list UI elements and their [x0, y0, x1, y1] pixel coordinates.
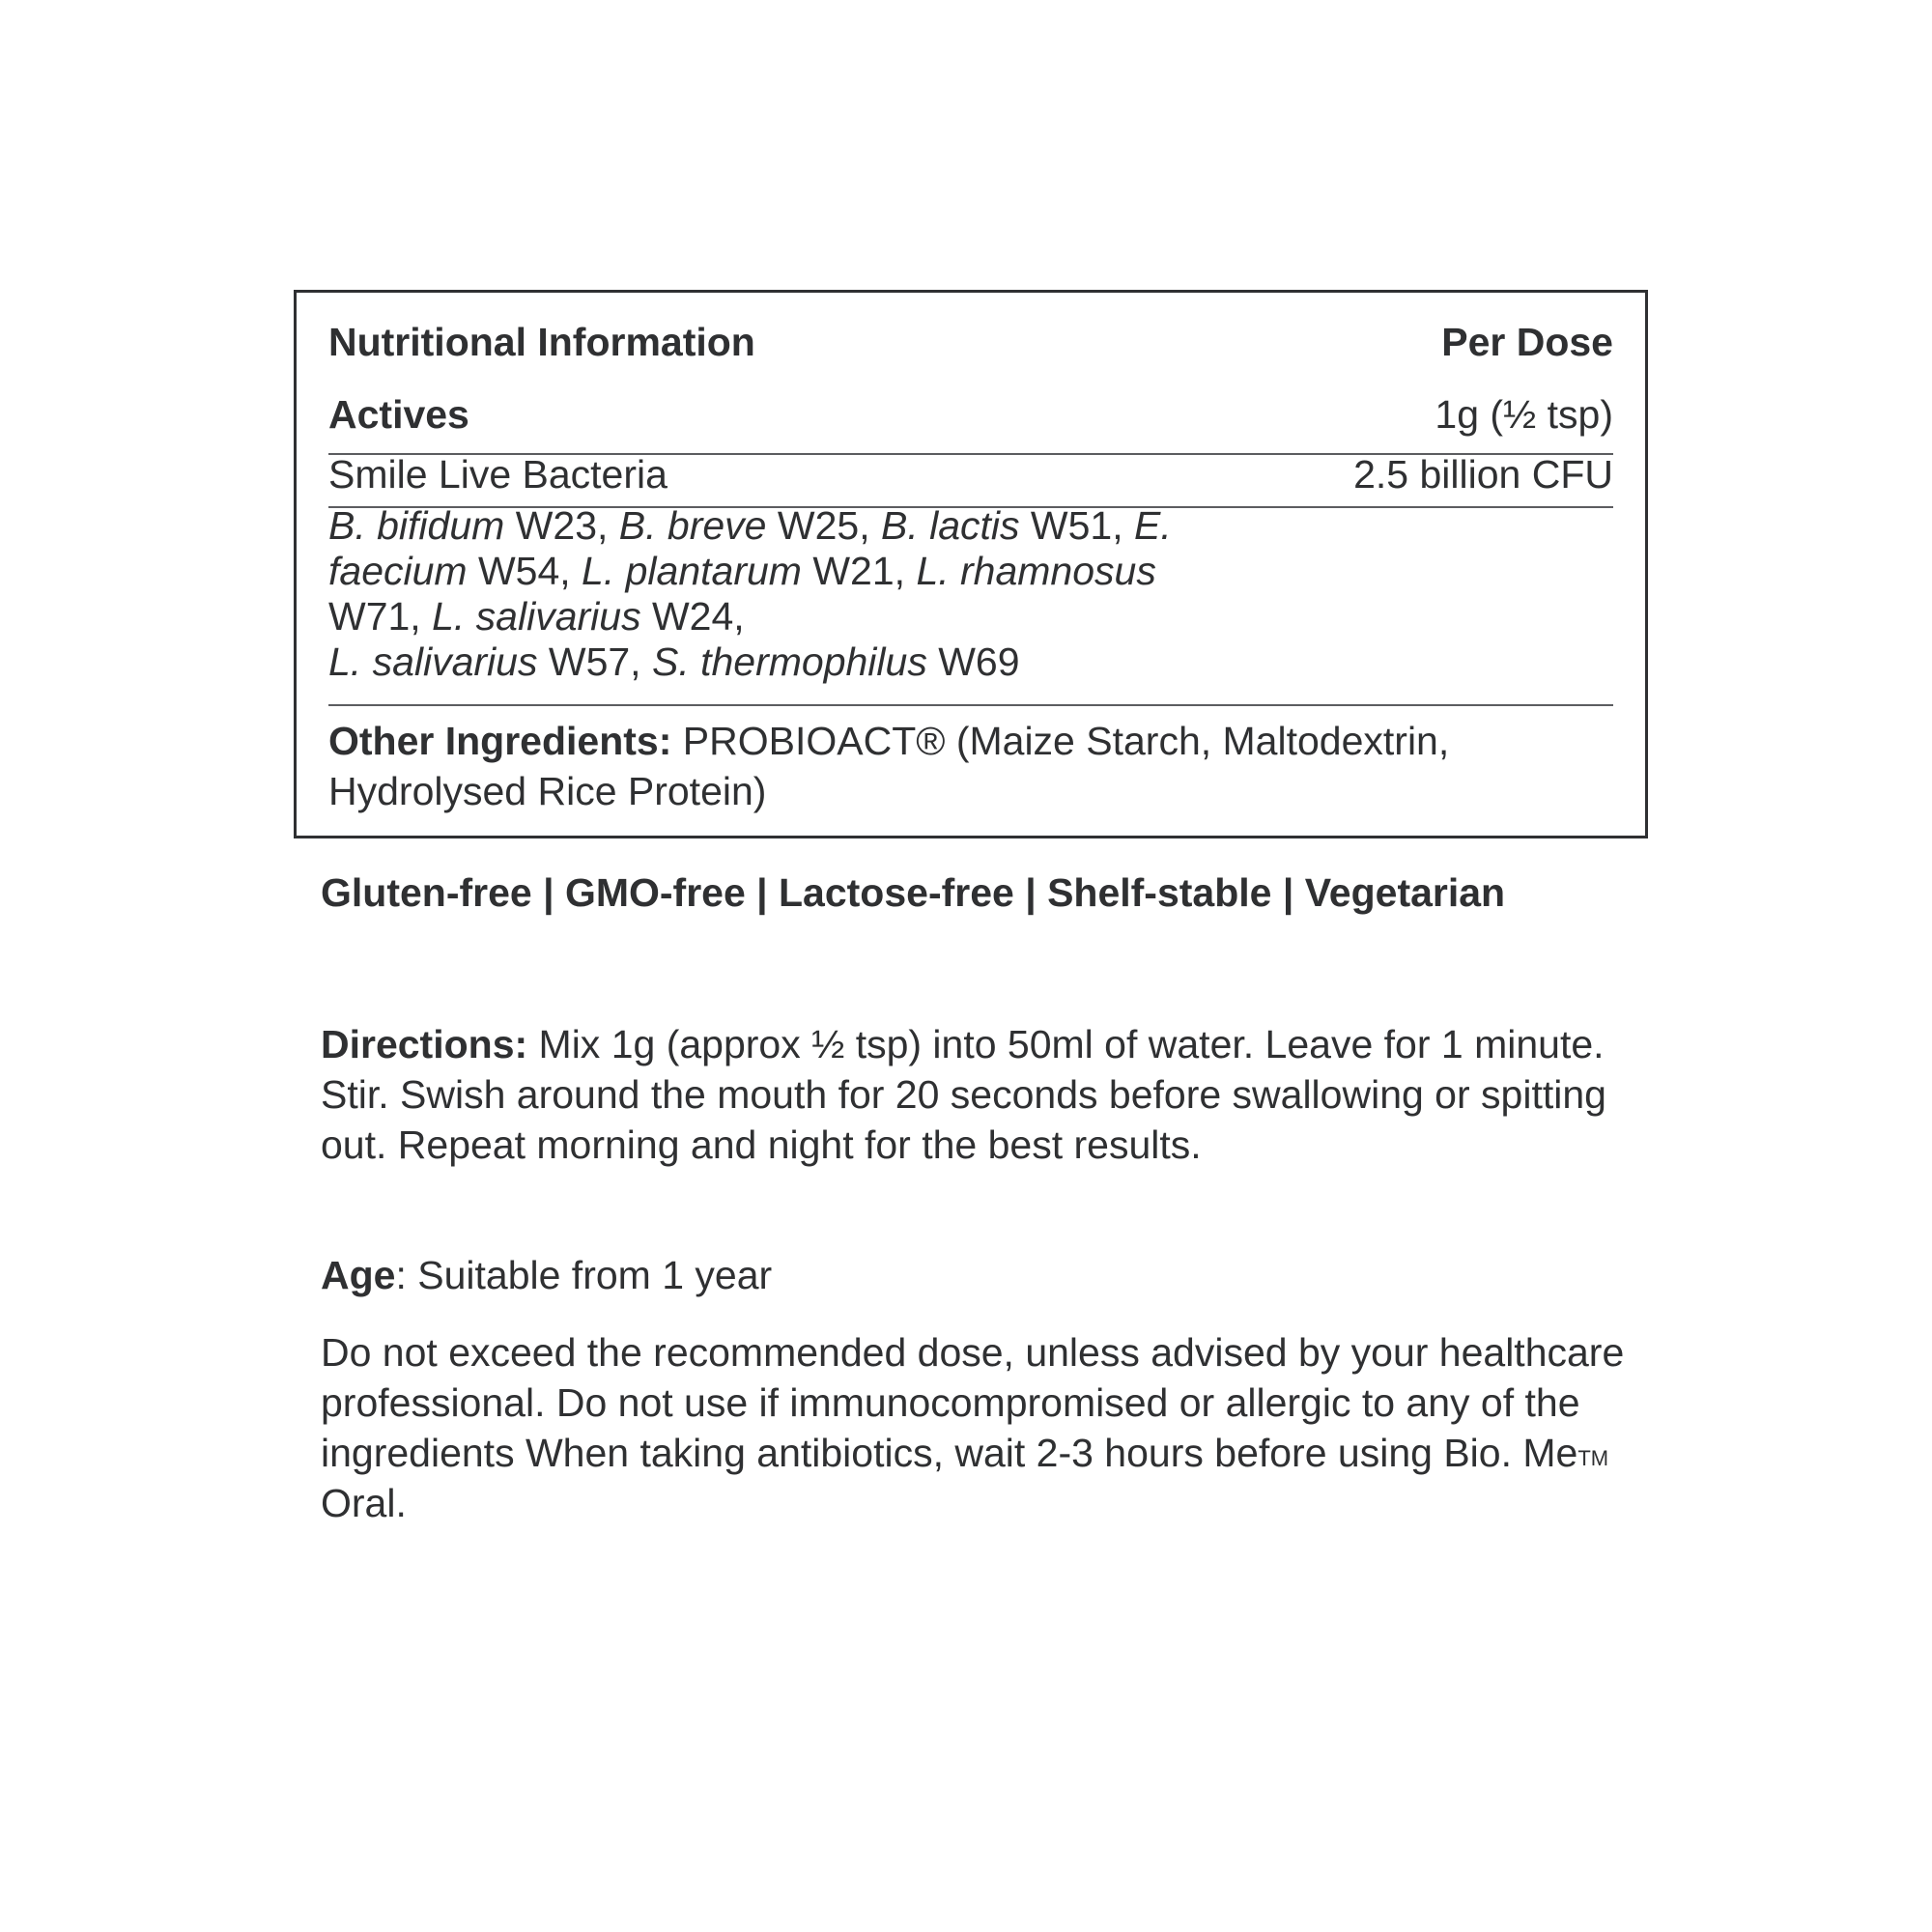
bacteria-amount: 2.5 billion CFU — [1353, 452, 1613, 497]
free-from-claims: Gluten-free | GMO-free | Lactose-free | Shelf-stable | Vegetarian — [321, 870, 1506, 915]
strain-item: L. plantarum W21, — [582, 549, 917, 593]
other-ingredients-label: Other Ingredients: — [328, 719, 672, 763]
other-ingredients — [328, 716, 1613, 816]
directions — [321, 1019, 1634, 1170]
dose-amount: 1g (½ tsp) — [1435, 392, 1613, 437]
strain-item: E. faecium W54, — [328, 503, 1172, 593]
strain-item: S. thermophilus W69 — [651, 639, 1020, 684]
strain-item: B. breve W25, — [618, 503, 881, 548]
actives-label: Actives — [328, 392, 469, 437]
divider-line — [328, 704, 1613, 706]
trademark: TM — [1577, 1446, 1609, 1470]
strain-item: B. bifidum W23, — [328, 503, 619, 548]
nutrition-panel — [294, 290, 1648, 838]
warning-text: Do not exceed the recommended dose, unless advised by your healthcare professional. Do not use if immunocompromised or allergic to any of the ingredients When taking antibiotics, wait 2-3 hours before using Bio. Me™ Oral. — [321, 1330, 1625, 1525]
actives-row — [328, 392, 1613, 438]
directions-label: Directions: — [321, 1022, 528, 1066]
strain-item: B. lactis W51, — [880, 503, 1135, 548]
bacteria-name: Smile Live Bacteria — [328, 452, 668, 497]
age-info — [321, 1250, 1634, 1300]
strain-item: L. salivarius W57, — [328, 639, 652, 684]
strain-item: L. rhamnosus W71, — [328, 549, 1156, 639]
per-dose-header: Per Dose — [1441, 320, 1613, 364]
strain-list — [328, 503, 1256, 685]
panel-header-row — [328, 320, 1613, 365]
strain-item: L. salivarius W24, — [432, 594, 745, 639]
panel-title: Nutritional Information — [328, 320, 755, 364]
age-text: : Suitable from 1 year — [395, 1253, 773, 1297]
directions-text: Mix 1g (approx ½ tsp) into 50ml of water. Leave for 1 minute. Stir. Swish around the mouth for 20 seconds before swallowing or spitting out. Repeat morning and night for the best results. — [321, 1022, 1606, 1167]
bacteria-row — [328, 452, 1613, 497]
other-ingredients-text: PROBIOACT® (Maize Starch, Maltodextrin, Hydrolysed Rice Protein) — [328, 719, 1450, 813]
age-label: Age — [321, 1253, 396, 1297]
